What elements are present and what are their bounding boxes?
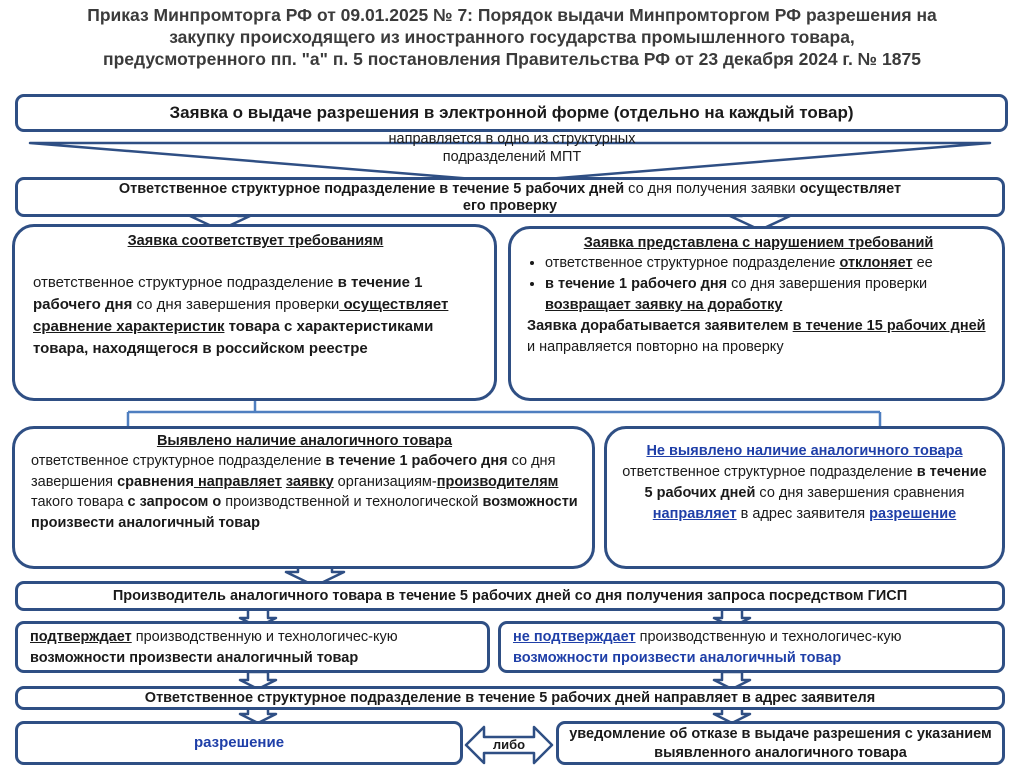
complies-part-3: со дня завершения проверки — [132, 296, 340, 313]
analog-not-found-body — [617, 441, 992, 525]
analog-not-found-part-1: Не выявлено наличие аналогичного товара — [646, 443, 963, 459]
analog-found-part-11: производственной и технологической — [221, 494, 483, 510]
not-confirms-part-1: не подтверждает — [513, 629, 636, 645]
violations-heading: Заявка представлена с нарушением требований — [583, 235, 934, 251]
analog-found-part-1: ответственное структурное подразделение — [31, 453, 326, 469]
analog-found-part-4: сравнения — [117, 473, 194, 490]
violations-box — [508, 226, 1005, 401]
analog-found-part-9: такого товара — [31, 494, 128, 510]
not-confirms-box — [498, 621, 1005, 673]
analog-not-found-part-3: в течение 5 рабочих дней — [644, 464, 987, 501]
sent-to-line-2: подразделений МПТ — [442, 149, 582, 165]
title-line-3: предусмотренного пп. "а" п. 5 постановления Правительства РФ от 23 декабря 2024 г. № 1875 — [103, 49, 921, 69]
confirms-body — [30, 627, 479, 669]
complies-body — [33, 272, 478, 360]
violations-list — [527, 253, 990, 316]
complies-part-5: товара с характеристиками товара, находящегося в российском реестре — [33, 318, 434, 357]
refusal-box-label: уведомление об отказе в выдаче разрешения с указанием выявленного аналогичного товара — [569, 726, 992, 761]
complies-part-2: в течение 1 рабочего дня — [33, 274, 423, 313]
analog-found-part-5: направляет — [193, 473, 282, 490]
confirms-part-1: подтверждает — [30, 629, 132, 645]
violations-b2-part-1: в течение 1 рабочего дня — [545, 276, 728, 292]
check-box-part-3: осуществляет — [799, 181, 902, 197]
sent-to-line-1: направляется в одно из структурных — [388, 131, 636, 147]
title-line-2: закупку происходящего из иностранного государства промышленного товара, — [169, 27, 855, 47]
application-box — [15, 94, 1008, 132]
violations-b2-part-3: возвращает заявку на доработку — [545, 297, 783, 313]
analog-not-found-part-5: направляет — [652, 506, 737, 522]
check-box-part-4: его проверку — [462, 198, 558, 214]
sends-box-label: Ответственное структурное подразделение в течение 5 рабочих дней направляет в адрес заявителя — [144, 690, 876, 706]
analog-found-part-6: заявку — [285, 473, 334, 490]
analog-found-part-3: со дня завершения — [31, 453, 556, 490]
analog-not-found-part-7: разрешение — [869, 506, 957, 522]
violations-b1-part-1: ответственное структурное подразделение — [545, 255, 840, 271]
complies-box — [12, 224, 497, 401]
check-box-part-2: со дня получения заявки — [624, 181, 800, 197]
violations-b1-part-2: отклоняет — [839, 255, 913, 271]
analog-not-found-box — [604, 426, 1005, 569]
analog-found-part-12: возможности произвести аналогичный товар — [31, 494, 578, 531]
check-box — [15, 177, 1005, 217]
analog-found-body — [31, 451, 578, 533]
title-line-1: Приказ Минпромторга РФ от 09.01.2025 № 7: Порядок выдачи Минпромторгом РФ разрешения на — [87, 5, 937, 25]
analog-found-heading: Выявлено наличие аналогичного товара — [156, 433, 453, 449]
check-box-text — [18, 180, 1002, 215]
analog-found-part-2: в течение 1 рабочего дня — [325, 453, 508, 469]
violations-rework — [527, 316, 990, 358]
producer-box — [15, 581, 1005, 611]
complies-part-4: осуществляет сравнение характеристик — [33, 296, 449, 335]
sent-to-text — [300, 130, 724, 166]
violations-bullet-1 — [545, 253, 990, 274]
violations-b1-part-3: ее — [912, 255, 933, 271]
violations-part-1: Заявка дорабатывается заявителем — [527, 318, 793, 334]
not-confirms-body — [513, 627, 994, 669]
analog-not-found-part-2: ответственное структурное подразделение — [622, 464, 917, 480]
complies-heading: Заявка соответствует требованиям — [127, 233, 384, 249]
violations-part-3: и направляется повторно на проверку — [527, 339, 784, 355]
refusal-box — [556, 721, 1005, 765]
permit-box-label: разрешение — [193, 734, 285, 751]
analog-found-part-7: организациям- — [333, 473, 437, 490]
analog-found-part-10: с запросом о — [127, 494, 222, 510]
analog-found-box — [12, 426, 595, 569]
sends-box — [15, 686, 1005, 710]
analog-found-part-8: производителям — [436, 473, 559, 490]
violations-part-2: в течение 15 рабочих дней — [792, 318, 986, 334]
violations-b2-part-2: со дня завершения проверки — [727, 276, 928, 292]
confirms-part-2: производственную и технологичес-кую — [131, 629, 398, 645]
permit-box — [15, 721, 463, 765]
or-label: либо — [492, 737, 526, 752]
analog-not-found-part-4: со дня завершения сравнения — [755, 485, 965, 501]
not-confirms-part-2: производственную и технологичес-кую — [635, 629, 902, 645]
complies-part-1: ответственное структурное подразделение — [33, 274, 338, 291]
violations-bullet-2 — [545, 274, 990, 316]
application-box-label: Заявка о выдаче разрешения в электронной форме (отдельно на каждый товар) — [169, 103, 854, 122]
not-confirms-part-3: возможности произвести аналогичный товар — [513, 650, 842, 666]
confirms-part-3: возможности произвести аналогичный товар — [30, 650, 359, 666]
analog-not-found-part-6: в адрес заявителя — [736, 506, 870, 522]
confirms-box — [15, 621, 490, 673]
producer-box-label: Производитель аналогичного товара в течение 5 рабочих дней со дня получения запроса посредством ГИСП — [112, 588, 908, 604]
check-box-part-1: Ответственное структурное подразделение в течение 5 рабочих дней — [118, 181, 625, 197]
